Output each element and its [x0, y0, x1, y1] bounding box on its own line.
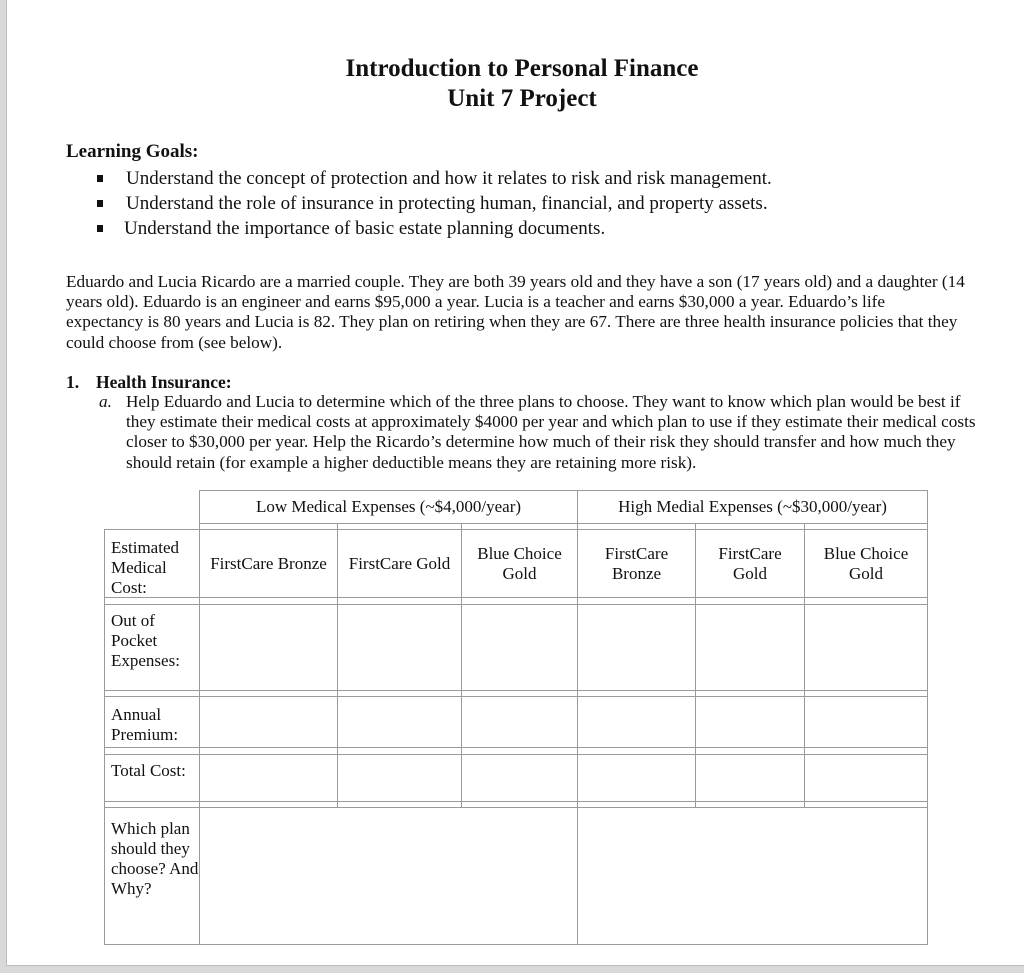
row-label-which-plan: Which plan should they choose? And Why? [111, 819, 199, 898]
question-heading [66, 372, 232, 393]
scenario-paragraph: Eduardo and Lucia Ricardo are a married couple. They are both 39 years old and they have a son (17 years old) and a daughter (14 years old). Eduardo is an engineer and earns $95,000 a year. Lucia is a teacher and earns $30,000 a year. Eduardo’s life expectancy is 80 years and Lucia is 82. They plan on retiring when they are 67. There are three health insurance policies that they could choose from (see below). [66, 272, 965, 352]
answer-cell[interactable] [805, 605, 927, 690]
row-label-annual-premium: Annual Premium: [111, 705, 179, 744]
row-label-total-cost: Total Cost: [111, 761, 186, 780]
question-number: 1. [66, 372, 80, 392]
learning-goals-list [66, 166, 772, 241]
plan-header: FirstCare Bronze [604, 543, 669, 583]
answer-cell[interactable] [200, 755, 337, 801]
answer-cell-high-choice[interactable] [578, 808, 927, 944]
answer-cell[interactable] [696, 755, 804, 801]
answer-cell[interactable] [338, 755, 461, 801]
plan-header: FirstCare Bronze [210, 553, 327, 573]
answer-cell[interactable] [578, 605, 695, 690]
row-label-out-of-pocket: Out of Pocket Expenses: [111, 611, 180, 670]
square-bullet-icon [97, 200, 103, 207]
answer-cell[interactable] [338, 697, 461, 747]
answer-cell[interactable] [200, 697, 337, 747]
plan-header: Blue Choice Gold [823, 543, 909, 583]
learning-goals-heading: Learning Goals: [66, 141, 199, 162]
question-subpart [99, 392, 979, 473]
answer-cell[interactable] [462, 755, 577, 801]
plan-header: FirstCare Gold [348, 553, 451, 573]
square-bullet-icon [97, 225, 103, 232]
answer-cell[interactable] [578, 755, 695, 801]
high-expenses-header: High Medial Expenses (~$30,000/year) [618, 497, 887, 516]
answer-cell[interactable] [578, 697, 695, 747]
answer-cell[interactable] [805, 755, 927, 801]
table-line [927, 490, 928, 945]
low-expenses-header: Low Medical Expenses (~$4,000/year) [255, 497, 522, 516]
title-line-2: Unit 7 Project [447, 85, 597, 112]
question-title: Health Insurance: [96, 372, 232, 392]
title-line-1: Introduction to Personal Finance [345, 55, 699, 82]
answer-cell-low-choice[interactable] [200, 808, 577, 944]
answer-cell[interactable] [338, 605, 461, 690]
document-title [7, 54, 1024, 114]
answer-cell[interactable] [462, 697, 577, 747]
plan-header: FirstCare Gold [718, 543, 782, 583]
answer-cell[interactable] [696, 605, 804, 690]
table-line [199, 523, 928, 524]
table-line [104, 944, 928, 945]
answer-cell[interactable] [462, 605, 577, 690]
learning-goal-item: Understand the role of insurance in protecting human, financial, and property assets. [66, 191, 772, 216]
document-page [6, 0, 1024, 966]
learning-goal-item: Understand the concept of protection and how it relates to risk and risk management. [66, 166, 772, 191]
row-label-estimated-cost: Estimated Medical Cost: [111, 538, 179, 597]
plan-header: Blue Choice Gold [477, 543, 562, 583]
answer-cell[interactable] [805, 697, 927, 747]
subpart-text: Help Eduardo and Lucia to determine which of the three plans to choose. They want to know which plan would be best if they estimate their medical costs at approximately $4000 per year and which plan to use if they estimate their medical costs closer to $30,000 per year. Help the Ricardo’s determine how much of their risk they should transfer and how much they should retain (for example a higher deductible means they are retaining more risk). [126, 392, 976, 472]
answer-cell[interactable] [696, 697, 804, 747]
subpart-letter: a. [99, 392, 112, 411]
answer-cell[interactable] [200, 605, 337, 690]
square-bullet-icon [97, 175, 103, 182]
learning-goal-item: Understand the importance of basic estate planning documents. [66, 216, 772, 241]
